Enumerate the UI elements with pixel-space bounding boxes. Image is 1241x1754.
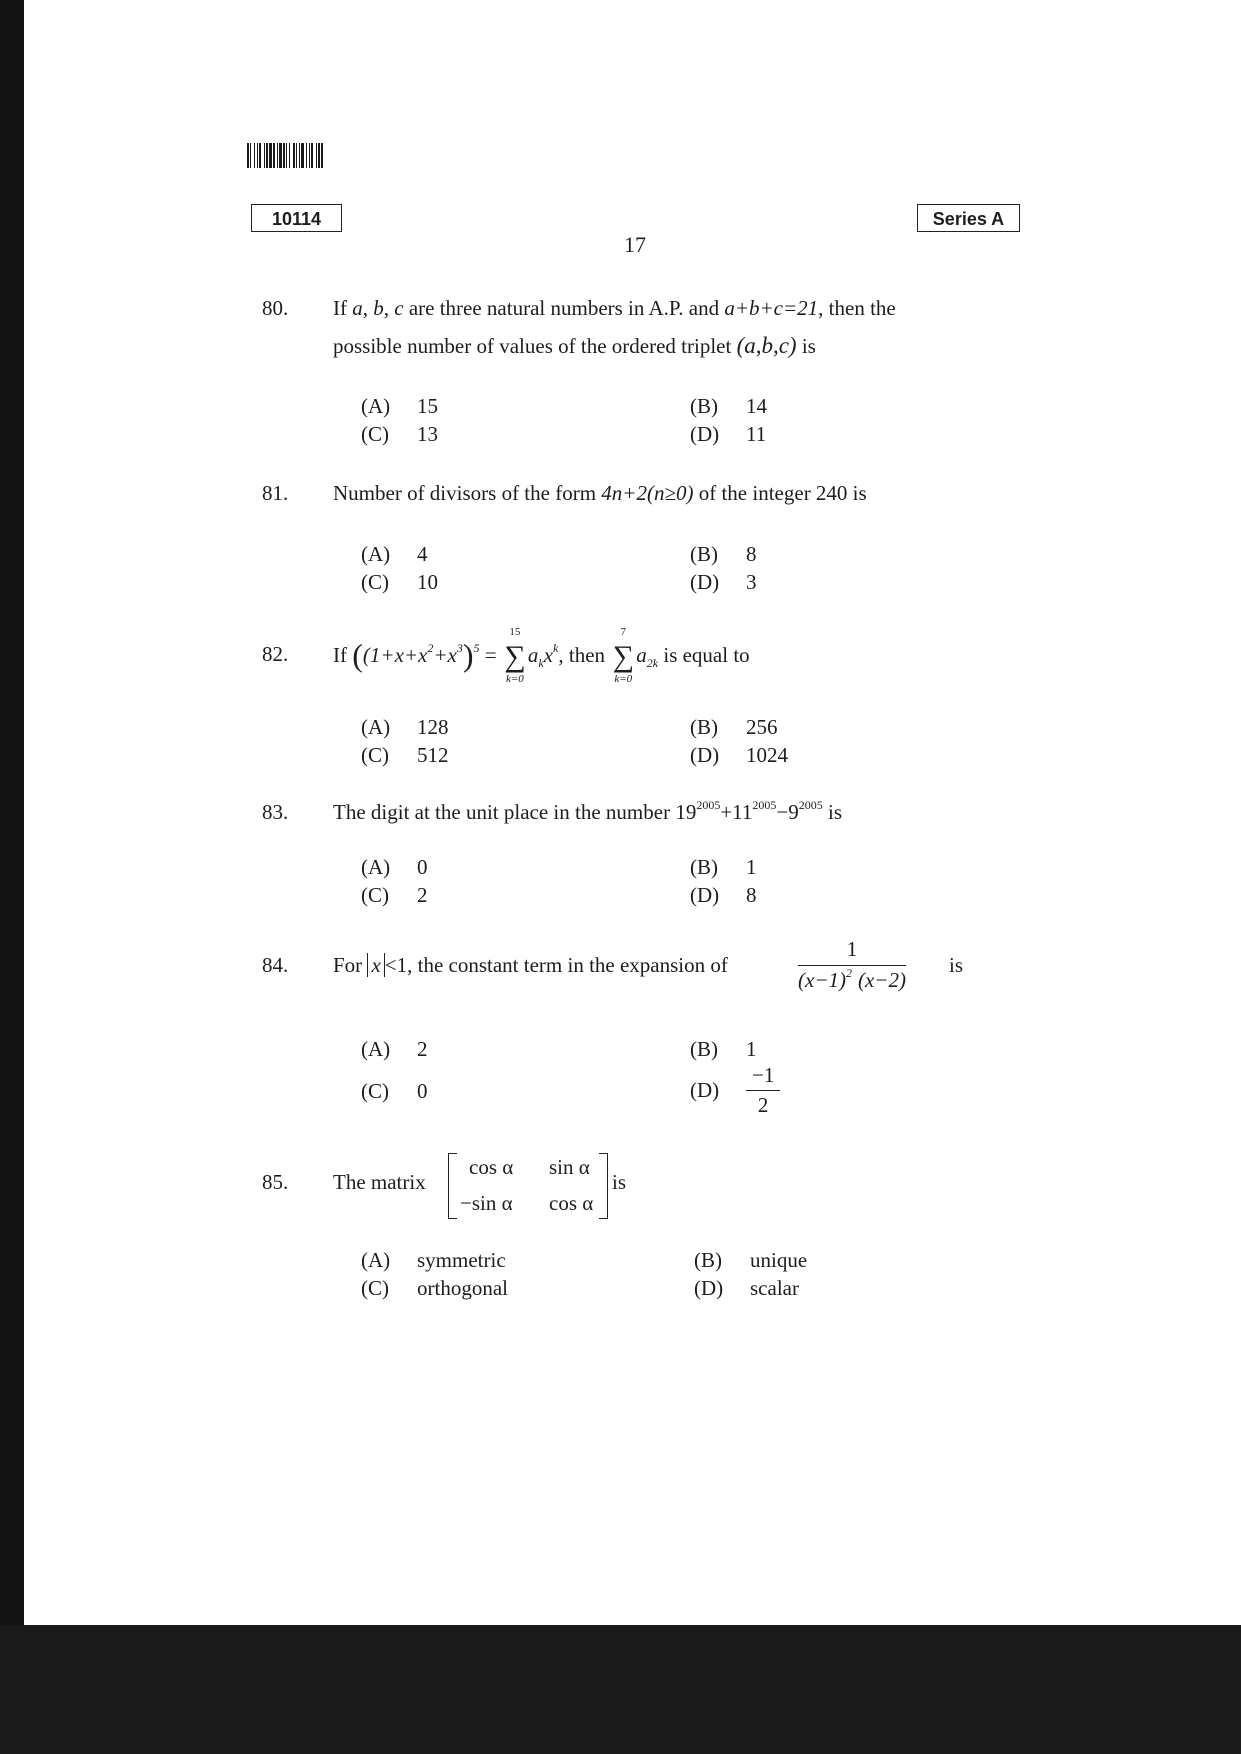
question-number: 80. <box>262 296 289 320</box>
option-b: (B) unique <box>694 1248 808 1272</box>
option-b: (B) 1 <box>690 1037 757 1061</box>
matrix-cell-22: cos α <box>549 1191 594 1215</box>
matrix-cell-21: −sin α <box>460 1191 513 1215</box>
matrix-cell-12: sin α <box>549 1155 590 1179</box>
option-c: (C) 13 <box>361 422 438 446</box>
option-b: (B) 14 <box>690 394 767 418</box>
question-number: 83. <box>262 800 289 824</box>
option-c: (C) 2 <box>361 883 428 907</box>
page-number: 17 <box>624 232 646 257</box>
question-number: 84. <box>262 953 289 977</box>
rotation-matrix <box>448 1153 608 1219</box>
scan-bottom-band <box>0 1625 1241 1754</box>
option-d: (D) 8 <box>690 883 757 907</box>
fraction-value: $\frac{-1}{2}$ <box>746 1063 780 1118</box>
option-a: (A) 15 <box>361 394 438 418</box>
matrix-cell-11: cos α <box>469 1155 514 1179</box>
option-d: (D) 3 <box>690 570 757 594</box>
option-b: (B) 256 <box>690 715 778 739</box>
option-c: (C) 512 <box>361 743 449 767</box>
option-a: (A) 2 <box>361 1037 428 1061</box>
option-b: (B) 8 <box>690 542 757 566</box>
option-d: (D) scalar <box>694 1276 799 1300</box>
option-a: (A) 4 <box>361 542 428 566</box>
option-c: (C) orthogonal <box>361 1276 508 1300</box>
option-c: (C) 0 <box>361 1079 428 1103</box>
scan-left-edge <box>0 0 24 1625</box>
summation-symbol: 15 ∑ k=0 <box>504 626 526 685</box>
option-d: (D) 1024 <box>690 743 788 767</box>
question-text-end: is <box>949 953 964 977</box>
question-text-end: is <box>612 1170 627 1194</box>
option-a: (A) 128 <box>361 715 449 739</box>
paper-code-box: 10114 <box>251 204 342 232</box>
summation-symbol: 7 ∑ k=0 <box>612 626 634 685</box>
question-number: 81. <box>262 481 289 505</box>
option-a: (A) symmetric <box>361 1248 506 1272</box>
question-text: For x <1, the constant term in the expansion of <box>333 953 728 977</box>
option-a: (A) 0 <box>361 855 428 879</box>
option-d: (D) $\frac{-1}{2}$ <box>690 1063 780 1118</box>
question-text: If ($(1+x+x^2+x^3)^5$ = 15 ∑ k=0 $a_kx^k$, then 7 ∑ k=0 $a_{2k}$ is equal to <box>333 626 750 685</box>
absolute-value: x <box>367 953 384 977</box>
barcode-image <box>247 143 397 168</box>
fraction-expression: $\frac{1}{(x-1)^2 (x-2)}$ <box>798 937 906 992</box>
question-text: The digit at the unit place in the number $19^{2005}+11^{2005}-9^{2005}$ is <box>333 798 843 824</box>
question-text-line1: If a, b, c are three natural numbers in A.P. and a+b+c=21, then the <box>333 296 896 320</box>
question-text: The matrix <box>333 1170 426 1194</box>
question-number: 85. <box>262 1170 289 1194</box>
question-number: 82. <box>262 642 289 666</box>
question-text: Number of divisors of the form 4n+2(n≥0) of the integer 240 is <box>333 481 867 505</box>
series-box: Series A <box>917 204 1020 232</box>
option-d: (D) 11 <box>690 422 767 446</box>
option-c: (C) 10 <box>361 570 438 594</box>
question-text-line2: possible number of values of the ordered triplet (a,b,c) is <box>333 333 816 358</box>
option-b: (B) 1 <box>690 855 757 879</box>
